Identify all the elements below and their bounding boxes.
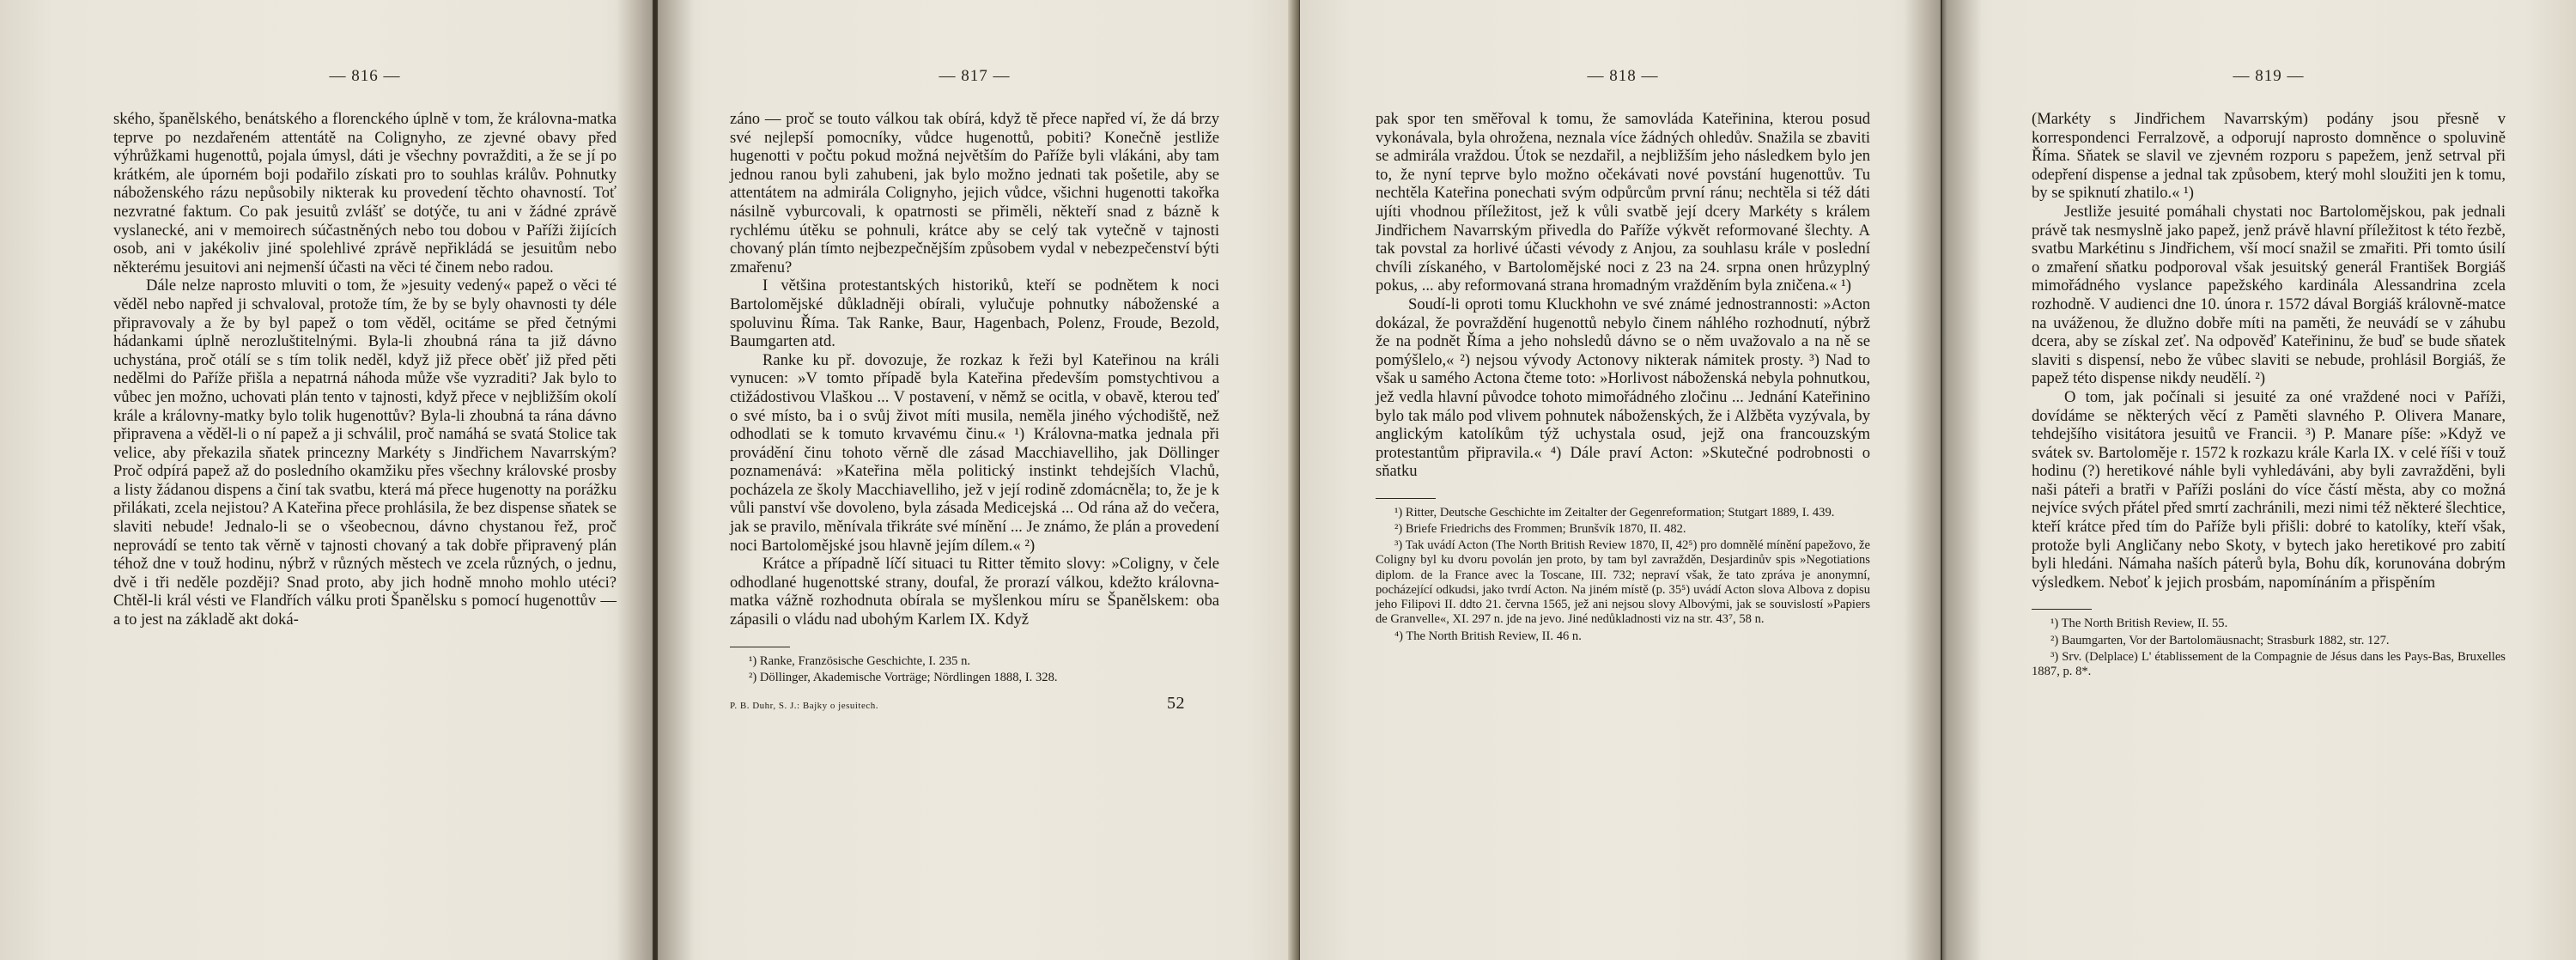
page-number: — 819 — <box>2233 67 2305 85</box>
paragraph: záno — proč se touto válkou tak obírá, když tě přece napřed ví, že dá brzy své nejlepší pomocníky, vůdce hugenottů, pobiti? Konečně jestliže hugenotti v počtu pokud možná největším do Paříže byli vlákáni, aby tam jednou ranou byli zahubeni, jak bylo možno jednati tak pošetile, aby se attentátem na admirála Colignyho, jejich vůdce, všichni hugenotti takořka násilně vyburcovali, k opatrnosti se přiměli, někteří snad z bázně k rychlému útěku se pohnuli, krátce aby se celý tak vytečně v tajnosti chovaný plán tímto nejbezpečnějším způsobem vydal v nebezpečenství býti zmařenu? <box>730 110 1219 276</box>
footnote-rule <box>2032 609 2092 610</box>
footnote-rule <box>1376 498 1436 499</box>
footnote: ⁴) The North British Review, II. 46 n. <box>1394 629 1582 643</box>
page-body <box>2032 110 2506 592</box>
page-body <box>113 110 617 629</box>
page-817 <box>658 0 1298 960</box>
footnote: ²) Briefe Friedrichs des Frommen; Brunšvík 1870, II. 482. <box>1394 522 1686 537</box>
page-body <box>730 110 1219 629</box>
footnote: ¹) Ritter, Deutsche Geschichte im Zeitalter der Gegenreformation; Stutgart 1889, I. 439. <box>1394 505 1835 519</box>
page-number: — 816 — <box>329 67 401 85</box>
paragraph: Dále nelze naprosto mluviti o tom, že »jesuity vedený« papež o věci té věděl nebo napřed ji schvaloval, protože tím, že by se byly ohavnosti ty déle připravovaly a že by byl papež o tom věděl, ocitáme se před četnými hádankami úplně nerozluštitelnými. Byla-li zhoubná rána ta již dávno uchystána, proč otálí se s tím tolik neděl, když již přece oběť již před pěti nedělmi do Paříže přišla a nepatrná náhoda může vše vyzraditi? Jak bylo to vůbec jen možno, uchovati plán tento v tajnosti, když přece v nejbližším okolí krále a královny-matky bylo tolik hugenottův? Byla-li zhoubná ta rána dávno připravena a věděl-li o ní papež a ji schválil, proč namáhá se svatá Stolice tak velice, aby překazila sňatek princezny Markéty s Jindřichem Navarrským? Proč odpírá papež až do posledního okamžiku přes všechny královské prosby a listy žádanou dispens a činí tak svatbu, která má přece hugenotty na porážku přilákati, zcela nejistou? A Kateřina přece prohlásila, že bez dispense sňatek se slaviti nebude! Jednalo-li se o všeobecnou, dávno chystanou řež, proč neprovádí se tento tak věrně v tajnosti chovaný a tak dobře připravený plán téhož dne v touž hodinu, nýbrž v různých městech ve zcela různých, o jednu, dvě i tři neděle později? Snad proto, aby jich hodně mnoho mohlo utéci? Chtěl-li král vésti ve Flandřích válku proti Španělsku s pomocí hugenottův — a to jest na základě akt doká- <box>113 276 617 629</box>
page-819 <box>1942 0 2576 960</box>
page-818 <box>1300 0 1941 960</box>
footnote: ³) Srv. (Delplace) L' établissement de la Compagnie de Jésus dans les Pays-Bas, Bruxelles 1887, p. 8*. <box>2032 649 2506 679</box>
paragraph: (Markéty s Jindřichem Navarrským) podány jsou přesně v korrespondenci Ferralzově, a odporují naprosto domněnce o spoluvině Říma. Sňatek se slavil ve zjevném rozporu s papežem, jenž setrval při odepření dispense a jednal tak způsobem, který mohl sloužiti jen k tomu, by se spiknutí zhatilo.« ¹) <box>2032 110 2506 203</box>
imprint-text: P. B. Duhr, S. J.: Bajky o jesuitech. <box>730 701 878 712</box>
paragraph: ského, španělského, benátského a florenckého úplně v tom, že královna-matka teprve po nezdařeném attentátě na Colignyho, ze zjevné obavy před výhrůžkami hugenottů, pojala úmysl, dáti je všechny povražditi, a že se jí po krátkém, ale úporném boji podařilo získati pro to souhlas králův. Pohnutky náboženského rázu nepůsobily nikterak ku provedení těchto ohavností. Toť nezvratné faktum. Co pak jesuitů zvlášť se dotýče, tu ani v žádné zprávě vyslanecké, ani v memoirech súčastněných nebo tou dobou v Paříži žijících osob, ani v jakékoliv jiné spolehlivé zprávě nepřikládá se jesuitům nebo některému jesuitovi ani nejmenší účasti na věci té činem nebo radou. <box>113 110 617 276</box>
paragraph: pak spor ten směřoval k tomu, že samovláda Kateřinina, kterou posud vykonávala, byla ohrožena, neznala více žádných ohledův. Snažila se zbaviti se admirála vraždou. Útok se nezdařil, a nejbližším jeho následkem bylo jen to, že nyní teprve bylo možno očekávati nové povstání hugenottův. Tu nechtěla Kateřina ponechati svým odpůrcům první ránu; nechtěla si též dáti ujíti vhodnou příležitost, jež k vůli svatbě její dcery Markéty s králem Jindřichem Navarrským přivedla do Paříže výkvět reformované šlechty. A tak povstal za horlivé účasti vévody z Anjou, za souhlasu krále v poslední chvíli získaného, v Bartolomějské noci z 23 na 24. srpna onen hrůzyplný pokus, ... aby reformovaná strana hromadným vražděním byla zničena.« ¹) <box>1376 110 1870 295</box>
footnote: ³) Tak uvádí Acton (The North British Review 1870, II, 42⁵) pro domnělé mínění papežovo, že Coligny byl ku dvoru povolán jen proto, by tam byl zavražděn, Desjardinův spis »Negotiations diplom. de la France avec la Toscane, III. 732; nepraví však, že tato zpráva je anonymní, pocházející odkudsi, jako tvrdí Acton. Na jiném místě (p. 35⁵) uvádí Acton slova Albova z dopisu jeho Filipovi II. ddto 21. června 1565, jež ani nejsou slovy Albovými, jak se souvislostí »Papiers de Granvelle«, XI. 297 n. jde na jevo. Jiné nedůkladnosti viz na str. 43⁷, 58 n. <box>1376 538 1870 627</box>
signature-mark: 52 <box>1167 694 1185 714</box>
page-number: — 817 — <box>939 67 1011 85</box>
paragraph: O tom, jak počínali si jesuité za oné vraždené noci v Paříži, dovídáme se některých věcí z Paměti slavného P. Olivera Manare, tehdejšího visitátora jesuitů ve Francii. ³) P. Manare píše: »Když ve svátek sv. Bartoloměje r. 1572 k rozkazu krále Karla IX. v celé říši v touž hodinu (?) heretikové náhle byli vyhledáváni, aby byli zavražděni, byli naši páteři a bratři v Paříži posláni do více částí města, aby co možná nejvíce svých přátel před smrtí zachránili, mezi nimi též některé šlechtice, kteří krátce před tím do Paříže byli přišli: dobré to katolíky, kteří však, protože byli Angličany nebo Skoty, v bytech jako heretikové pro zabití byli hledáni. Námaha naších páterů byla, Bohu dík, korunována dobrým výsledkem. Neboť k jejich prosbám, napomínáním a přispěním <box>2032 387 2506 592</box>
page-816 <box>0 0 653 960</box>
paragraph: Jestliže jesuité pomáhali chystati noc Bartolomějskou, pak jednali právě tak nesmyslně jako papež, jenž právě hlavní příležitost k této řezbě, svatbu Markétinu s Jindřichem, vší mocí snažil se zmařiti. Při tomto úsilí o zmaření sňatku podporoval však jesuitský generál František Borgiáš mimořádného vyslance papežského kardinála Alessandrina zcela rozhodně. V audienci dne 10. února r. 1572 dával Borgiáš královně-matce na uváženou, že dlužno dobře míti na paměti, že neuvádí se v záhubu dcera, aby se získal zeť. Na odpověď Kateřininu, že buď se bude sňatek slaviti s dispensí, nebo že vůbec slaviti se nebude, prohlásil Borgiáš, že papež této dispense nikdy neudělí. ²) <box>2032 202 2506 388</box>
paragraph: Soudí-li oproti tomu Kluckhohn ve své známé jednostrannosti: »Acton dokázal, že povraždění hugenottů nebylo činem náhlého rozhodnutí, nýbrž že na podnět Říma a jeho nohsledů dávno se o něm uvažovalo a na ně se pomýšlelo,« ²) nejsou vývody Actonovy nikterak námitek prosty. ³) Nad to však u samého Actona čteme toto: »Horlivost náboženská nebyla pohnutkou, jež vedla hlavní původce tohoto mimořádného zločinu ... Jednání Kateřinino bylo tak málo pod vlivem pohnutek náboženských, že i Alžběta vyzývala, by anglickým katolíkům týž uchystala osud, jejž ona francouzským protestantům připravila.« ⁴) Dále praví Acton: »Skutečné podrobnosti o sňatku <box>1376 295 1870 481</box>
footnote: ²) Baumgarten, Vor der Bartolomäusnacht; Strasburk 1882, str. 127. <box>2050 633 2390 647</box>
page-number: — 818 — <box>1587 67 1659 85</box>
printer-imprint <box>730 694 1219 714</box>
footnote: ¹) Ranke, Französische Geschichte, I. 235 n. <box>749 653 971 668</box>
paragraph: Ranke ku př. dovozuje, že rozkaz k řeži byl Kateřinou na králi vynucen: »V tomto případě byla Kateřina především pomstychtivou a ctižádostivou Vlaškou ... V postavení, v němž se ocitla, v obavě, kterou teď o své místo, ba i o svůj život míti musila, neměla jiného východiště, než odhodlati se k tomuto krvavému činu.« ¹) Královna-matka jednala při provádění činu tohoto věrně dle zásad Macchiavelliho, jak Döllinger poznamenává: »Kateřina měla politický instinkt tehdejších Vlachů, pocházela ze školy Macchiavelliho, jež v její rodině zdomácněla; to, že je k vůli panství vše dovoleno, byla zásada Medicejská ... Od rána až do večera, jak se pravilo, měnívala třikráte své mínění ... Je známo, že plán a provedení noci Bartolomějské jsou hlavně jejím dílem.« ²) <box>730 350 1219 555</box>
footnote: ¹) The North British Review, II. 55. <box>2050 617 2228 631</box>
paragraph: Krátce a případně líčí situaci tu Ritter těmito slovy: »Coligny, v čele odhodlané hugenottské strany, doufal, že prorazí válkou, kdežto královna-matka vážně rozhodnuta obírala se myšlenkou míru se Španělskem: oba zápasili o vládu nad ubohým Karlem IX. Když <box>730 555 1219 629</box>
footnote: ²) Döllinger, Akademische Vorträge; Nördlingen 1888, I. 328. <box>749 670 1058 684</box>
paragraph: I většina protestantských historiků, kteří se podnětem k noci Bartolomějské důkladněji obírali, vylučuje pohnutky náboženské a spoluvinu Říma. Tak Ranke, Baur, Hagenbach, Polenz, Froude, Bezold, Baumgarten atd. <box>730 276 1219 351</box>
page-body <box>1376 110 1870 481</box>
